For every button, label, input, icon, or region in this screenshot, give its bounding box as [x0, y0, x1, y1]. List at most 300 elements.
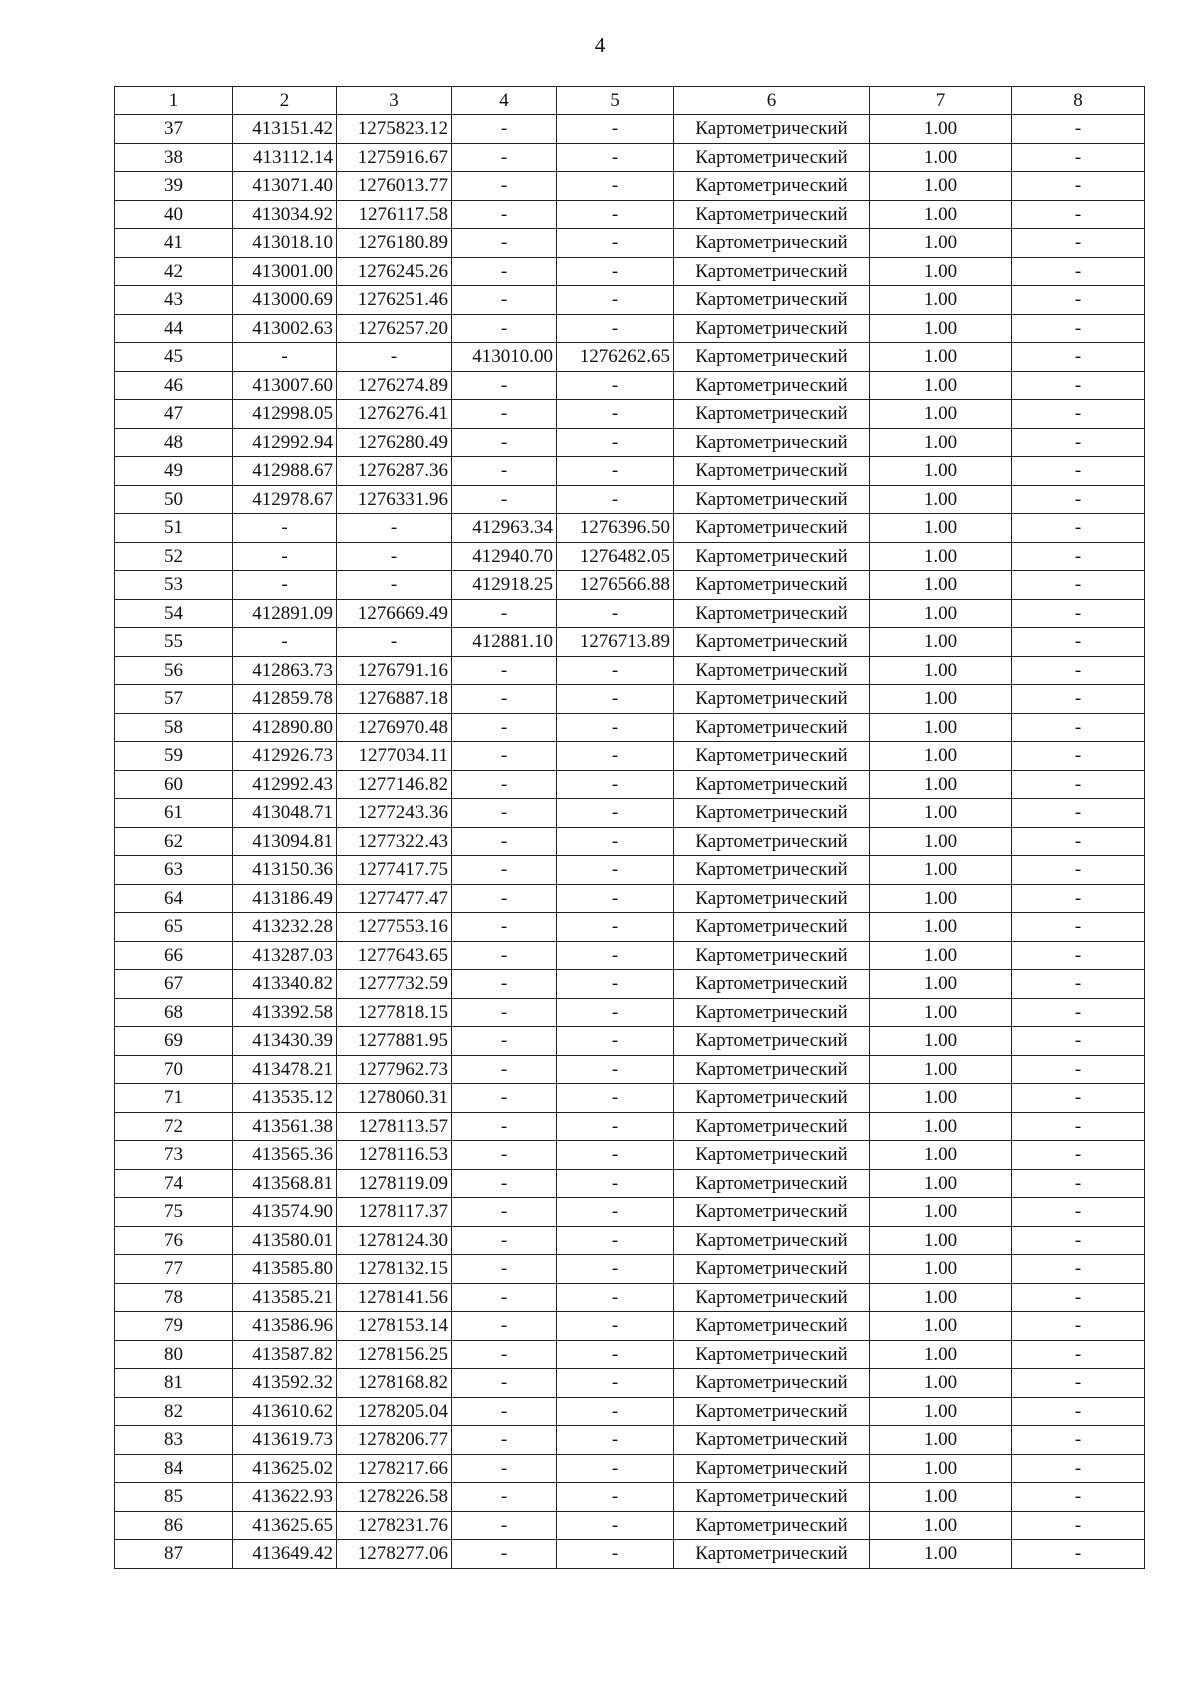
table-cell-col-6: Картометрический: [674, 970, 870, 999]
table-cell-col-4: -: [452, 172, 557, 201]
table-cell-col-8: -: [1012, 343, 1145, 372]
table-cell-col-7: 1.00: [870, 970, 1012, 999]
table-cell-col-6: Картометрический: [674, 1540, 870, 1569]
table-row: [115, 200, 1145, 229]
table-cell-col-4: -: [452, 770, 557, 799]
table-cell-col-2: 413568.81: [233, 1169, 337, 1198]
table-cell-col-3: 1276117.58: [337, 200, 452, 229]
table-cell-col-6: Картометрический: [674, 400, 870, 429]
table-row: [115, 457, 1145, 486]
table-cell-col-8: -: [1012, 457, 1145, 486]
table-cell-col-3: 1277146.82: [337, 770, 452, 799]
table-cell-col-1: 39: [115, 172, 233, 201]
table-cell-col-2: 413580.01: [233, 1226, 337, 1255]
table-cell-col-4: 412881.10: [452, 628, 557, 657]
table-cell-col-3: 1278116.53: [337, 1141, 452, 1170]
table-cell-col-6: Картометрический: [674, 628, 870, 657]
table-cell-col-1: 42: [115, 257, 233, 286]
table-cell-col-1: 73: [115, 1141, 233, 1170]
table-cell-col-3: 1278119.09: [337, 1169, 452, 1198]
table-cell-col-7: 1.00: [870, 485, 1012, 514]
table-row: [115, 571, 1145, 600]
table-cell-col-7: 1.00: [870, 827, 1012, 856]
table-cell-col-5: -: [557, 1312, 674, 1341]
table-row: [115, 343, 1145, 372]
table-row: [115, 599, 1145, 628]
coordinates-table: [114, 86, 1145, 1569]
table-cell-col-1: 55: [115, 628, 233, 657]
table-cell-col-6: Картометрический: [674, 143, 870, 172]
table-cell-col-7: 1.00: [870, 172, 1012, 201]
table-row: [115, 1255, 1145, 1284]
table-cell-col-2: 413151.42: [233, 115, 337, 144]
table-cell-col-2: 413018.10: [233, 229, 337, 258]
table-cell-col-7: 1.00: [870, 571, 1012, 600]
table-cell-col-2: 413619.73: [233, 1426, 337, 1455]
table-cell-col-8: -: [1012, 1511, 1145, 1540]
table-cell-col-1: 76: [115, 1226, 233, 1255]
table-cell-col-7: 1.00: [870, 799, 1012, 828]
table-cell-col-8: -: [1012, 514, 1145, 543]
table-cell-col-5: -: [557, 1397, 674, 1426]
table-cell-col-1: 37: [115, 115, 233, 144]
table-cell-col-7: 1.00: [870, 656, 1012, 685]
column-header-6: 6: [674, 87, 870, 115]
table-cell-col-8: -: [1012, 257, 1145, 286]
table-cell-col-3: -: [337, 514, 452, 543]
table-cell-col-2: 413150.36: [233, 856, 337, 885]
table-cell-col-7: 1.00: [870, 599, 1012, 628]
table-cell-col-3: -: [337, 542, 452, 571]
table-cell-col-5: -: [557, 1027, 674, 1056]
table-cell-col-3: -: [337, 571, 452, 600]
table-cell-col-3: 1277881.95: [337, 1027, 452, 1056]
table-cell-col-3: 1278205.04: [337, 1397, 452, 1426]
table-cell-col-1: 63: [115, 856, 233, 885]
table-cell-col-3: 1276791.16: [337, 656, 452, 685]
table-cell-col-2: 413002.63: [233, 314, 337, 343]
table-cell-col-3: 1278141.56: [337, 1283, 452, 1312]
table-cell-col-8: -: [1012, 1141, 1145, 1170]
table-cell-col-7: 1.00: [870, 1540, 1012, 1569]
table-cell-col-6: Картометрический: [674, 1369, 870, 1398]
table-cell-col-8: -: [1012, 628, 1145, 657]
table-cell-col-7: 1.00: [870, 1112, 1012, 1141]
table-cell-col-6: Картометрический: [674, 571, 870, 600]
table-cell-col-5: -: [557, 371, 674, 400]
table-cell-col-3: 1276257.20: [337, 314, 452, 343]
table-cell-col-8: -: [1012, 1027, 1145, 1056]
table-row: [115, 1169, 1145, 1198]
table-cell-col-5: -: [557, 884, 674, 913]
table-cell-col-5: -: [557, 314, 674, 343]
table-cell-col-8: -: [1012, 485, 1145, 514]
table-cell-col-7: 1.00: [870, 314, 1012, 343]
table-row: [115, 799, 1145, 828]
table-cell-col-8: -: [1012, 770, 1145, 799]
table-cell-col-8: -: [1012, 742, 1145, 771]
table-cell-col-3: 1278060.31: [337, 1084, 452, 1113]
table-cell-col-8: -: [1012, 1397, 1145, 1426]
table-cell-col-1: 66: [115, 941, 233, 970]
table-cell-col-2: 413592.32: [233, 1369, 337, 1398]
table-cell-col-1: 51: [115, 514, 233, 543]
table-cell-col-1: 86: [115, 1511, 233, 1540]
table-cell-col-1: 85: [115, 1483, 233, 1512]
table-cell-col-1: 67: [115, 970, 233, 999]
table-row: [115, 713, 1145, 742]
table-cell-col-8: -: [1012, 542, 1145, 571]
table-cell-col-3: 1275823.12: [337, 115, 452, 144]
table-cell-col-8: -: [1012, 913, 1145, 942]
table-cell-col-4: -: [452, 1454, 557, 1483]
table-cell-col-4: -: [452, 1540, 557, 1569]
table-row: [115, 1112, 1145, 1141]
table-cell-col-4: -: [452, 1084, 557, 1113]
table-cell-col-5: -: [557, 1055, 674, 1084]
table-cell-col-2: 413535.12: [233, 1084, 337, 1113]
table-row: [115, 229, 1145, 258]
table-cell-col-1: 56: [115, 656, 233, 685]
table-cell-col-5: -: [557, 856, 674, 885]
table-cell-col-1: 46: [115, 371, 233, 400]
table-cell-col-1: 72: [115, 1112, 233, 1141]
table-cell-col-3: 1277732.59: [337, 970, 452, 999]
table-row: [115, 514, 1145, 543]
table-cell-col-2: 413287.03: [233, 941, 337, 970]
table-header-row: [115, 87, 1145, 115]
table-cell-col-7: 1.00: [870, 229, 1012, 258]
table-cell-col-4: -: [452, 1027, 557, 1056]
table-cell-col-1: 82: [115, 1397, 233, 1426]
table-cell-col-3: 1276331.96: [337, 485, 452, 514]
table-cell-col-7: 1.00: [870, 1312, 1012, 1341]
table-cell-col-2: 413574.90: [233, 1198, 337, 1227]
table-cell-col-1: 44: [115, 314, 233, 343]
table-cell-col-4: -: [452, 1312, 557, 1341]
table-cell-col-2: 413048.71: [233, 799, 337, 828]
table-cell-col-6: Картометрический: [674, 713, 870, 742]
table-cell-col-3: 1277322.43: [337, 827, 452, 856]
table-cell-col-7: 1.00: [870, 1255, 1012, 1284]
table-cell-col-7: 1.00: [870, 1283, 1012, 1312]
table-row: [115, 998, 1145, 1027]
table-cell-col-8: -: [1012, 143, 1145, 172]
table-cell-col-2: 413649.42: [233, 1540, 337, 1569]
column-header-2: 2: [233, 87, 337, 115]
table-cell-col-3: 1275916.67: [337, 143, 452, 172]
table-body: [115, 115, 1145, 1569]
table-cell-col-1: 45: [115, 343, 233, 372]
table-cell-col-6: Картометрический: [674, 1226, 870, 1255]
table-cell-col-8: -: [1012, 172, 1145, 201]
table-cell-col-1: 43: [115, 286, 233, 315]
table-row: [115, 400, 1145, 429]
table-cell-col-2: 413071.40: [233, 172, 337, 201]
table-cell-col-7: 1.00: [870, 343, 1012, 372]
table-cell-col-5: -: [557, 400, 674, 429]
table-row: [115, 172, 1145, 201]
table-cell-col-5: -: [557, 1084, 674, 1113]
table-cell-col-6: Картометрический: [674, 542, 870, 571]
table-cell-col-3: 1277477.47: [337, 884, 452, 913]
table-cell-col-8: -: [1012, 685, 1145, 714]
table-cell-col-3: -: [337, 628, 452, 657]
table-cell-col-8: -: [1012, 229, 1145, 258]
table-cell-col-2: 413585.80: [233, 1255, 337, 1284]
table-cell-col-8: -: [1012, 941, 1145, 970]
table-cell-col-3: 1276245.26: [337, 257, 452, 286]
table-cell-col-5: -: [557, 742, 674, 771]
table-cell-col-2: 412998.05: [233, 400, 337, 429]
table-cell-col-1: 81: [115, 1369, 233, 1398]
table-cell-col-6: Картометрический: [674, 257, 870, 286]
table-cell-col-8: -: [1012, 856, 1145, 885]
table-cell-col-6: Картометрический: [674, 1454, 870, 1483]
table-cell-col-2: 412992.94: [233, 428, 337, 457]
table-cell-col-8: -: [1012, 314, 1145, 343]
table-row: [115, 115, 1145, 144]
table-cell-col-6: Картометрический: [674, 656, 870, 685]
table-cell-col-5: 1276396.50: [557, 514, 674, 543]
table-cell-col-2: 412926.73: [233, 742, 337, 771]
table-cell-col-2: 412863.73: [233, 656, 337, 685]
table-cell-col-4: -: [452, 1141, 557, 1170]
table-cell-col-1: 48: [115, 428, 233, 457]
table-cell-col-1: 87: [115, 1540, 233, 1569]
table-cell-col-7: 1.00: [870, 770, 1012, 799]
table-cell-col-6: Картометрический: [674, 314, 870, 343]
table-row: [115, 742, 1145, 771]
table-cell-col-8: -: [1012, 1226, 1145, 1255]
table-cell-col-8: -: [1012, 1283, 1145, 1312]
table-row: [115, 827, 1145, 856]
table-cell-col-7: 1.00: [870, 998, 1012, 1027]
table-cell-col-6: Картометрический: [674, 485, 870, 514]
table-cell-col-5: -: [557, 1426, 674, 1455]
table-cell-col-8: -: [1012, 115, 1145, 144]
table-cell-col-2: 413625.02: [233, 1454, 337, 1483]
table-cell-col-2: 413622.93: [233, 1483, 337, 1512]
table-cell-col-1: 84: [115, 1454, 233, 1483]
table-cell-col-6: Картометрический: [674, 1511, 870, 1540]
table-cell-col-5: -: [557, 1340, 674, 1369]
table-cell-col-6: Картометрический: [674, 286, 870, 315]
table-cell-col-6: Картометрический: [674, 1084, 870, 1113]
table-cell-col-5: -: [557, 599, 674, 628]
table-cell-col-1: 54: [115, 599, 233, 628]
table-cell-col-4: -: [452, 941, 557, 970]
table-cell-col-8: -: [1012, 713, 1145, 742]
table-cell-col-4: -: [452, 143, 557, 172]
table-cell-col-5: -: [557, 827, 674, 856]
table-cell-col-8: -: [1012, 998, 1145, 1027]
table-cell-col-1: 79: [115, 1312, 233, 1341]
table-cell-col-4: -: [452, 685, 557, 714]
table-cell-col-6: Картометрический: [674, 856, 870, 885]
table-cell-col-5: -: [557, 799, 674, 828]
table-cell-col-2: 412890.80: [233, 713, 337, 742]
table-cell-col-2: -: [233, 343, 337, 372]
table-cell-col-2: 412859.78: [233, 685, 337, 714]
table-cell-col-1: 74: [115, 1169, 233, 1198]
table-cell-col-6: Картометрический: [674, 913, 870, 942]
table-cell-col-6: Картометрический: [674, 1255, 870, 1284]
table-cell-col-3: 1277243.36: [337, 799, 452, 828]
table-cell-col-4: -: [452, 884, 557, 913]
table-row: [115, 1511, 1145, 1540]
table-cell-col-2: 413625.65: [233, 1511, 337, 1540]
table-cell-col-7: 1.00: [870, 200, 1012, 229]
table-cell-col-1: 64: [115, 884, 233, 913]
table-cell-col-1: 65: [115, 913, 233, 942]
table-cell-col-1: 75: [115, 1198, 233, 1227]
table-row: [115, 286, 1145, 315]
table-cell-col-6: Картометрический: [674, 428, 870, 457]
table-cell-col-7: 1.00: [870, 1169, 1012, 1198]
table-cell-col-7: 1.00: [870, 1369, 1012, 1398]
table-cell-col-2: -: [233, 571, 337, 600]
table-cell-col-3: 1278156.25: [337, 1340, 452, 1369]
table-cell-col-7: 1.00: [870, 941, 1012, 970]
table-cell-col-4: -: [452, 1340, 557, 1369]
table-cell-col-4: -: [452, 257, 557, 286]
table-row: [115, 1369, 1145, 1398]
table-cell-col-2: 413340.82: [233, 970, 337, 999]
table-cell-col-1: 70: [115, 1055, 233, 1084]
table-cell-col-4: -: [452, 1483, 557, 1512]
table-cell-col-2: 412988.67: [233, 457, 337, 486]
table-cell-col-7: 1.00: [870, 1027, 1012, 1056]
table-cell-col-2: 413007.60: [233, 371, 337, 400]
table-cell-col-7: 1.00: [870, 1141, 1012, 1170]
table-cell-col-3: 1277962.73: [337, 1055, 452, 1084]
table-cell-col-5: -: [557, 685, 674, 714]
table-cell-col-8: -: [1012, 799, 1145, 828]
table-cell-col-4: -: [452, 913, 557, 942]
table-cell-col-5: -: [557, 998, 674, 1027]
table-cell-col-6: Картометрический: [674, 685, 870, 714]
table-cell-col-8: -: [1012, 1255, 1145, 1284]
table-cell-col-5: -: [557, 115, 674, 144]
table-cell-col-1: 59: [115, 742, 233, 771]
table-row: [115, 371, 1145, 400]
table-cell-col-4: -: [452, 1226, 557, 1255]
table-cell-col-6: Картометрический: [674, 343, 870, 372]
table-cell-col-5: -: [557, 457, 674, 486]
table-cell-col-5: -: [557, 485, 674, 514]
table-cell-col-6: Картометрический: [674, 1483, 870, 1512]
table-cell-col-4: -: [452, 656, 557, 685]
column-header-8: 8: [1012, 87, 1145, 115]
table-cell-col-4: -: [452, 970, 557, 999]
table-cell-col-3: 1276251.46: [337, 286, 452, 315]
table-cell-col-8: -: [1012, 884, 1145, 913]
table-row: [115, 143, 1145, 172]
table-cell-col-5: -: [557, 172, 674, 201]
table-cell-col-3: 1276013.77: [337, 172, 452, 201]
table-cell-col-2: 413561.38: [233, 1112, 337, 1141]
table-cell-col-6: Картометрический: [674, 941, 870, 970]
table-cell-col-1: 57: [115, 685, 233, 714]
table-cell-col-1: 38: [115, 143, 233, 172]
table-cell-col-3: 1278226.58: [337, 1483, 452, 1512]
table-cell-col-2: 413392.58: [233, 998, 337, 1027]
table-cell-col-4: -: [452, 1255, 557, 1284]
table-cell-col-5: -: [557, 1255, 674, 1284]
table-cell-col-6: Картометрический: [674, 1283, 870, 1312]
table-cell-col-6: Картометрический: [674, 457, 870, 486]
table-cell-col-7: 1.00: [870, 685, 1012, 714]
table-row: [115, 428, 1145, 457]
table-cell-col-5: 1276482.05: [557, 542, 674, 571]
table-cell-col-5: -: [557, 713, 674, 742]
table-cell-col-8: -: [1012, 1169, 1145, 1198]
table-cell-col-7: 1.00: [870, 400, 1012, 429]
table-cell-col-1: 49: [115, 457, 233, 486]
table-cell-col-4: -: [452, 599, 557, 628]
table-cell-col-7: 1.00: [870, 1084, 1012, 1113]
table-cell-col-4: -: [452, 314, 557, 343]
table-cell-col-4: -: [452, 856, 557, 885]
table-cell-col-4: -: [452, 827, 557, 856]
table-cell-col-8: -: [1012, 1340, 1145, 1369]
table-cell-col-4: -: [452, 1169, 557, 1198]
table-cell-col-1: 50: [115, 485, 233, 514]
table-cell-col-1: 53: [115, 571, 233, 600]
table-cell-col-6: Картометрический: [674, 371, 870, 400]
table-cell-col-1: 40: [115, 200, 233, 229]
table-cell-col-7: 1.00: [870, 1426, 1012, 1455]
table-row: [115, 913, 1145, 942]
table-cell-col-4: -: [452, 799, 557, 828]
table-cell-col-3: 1277417.75: [337, 856, 452, 885]
table-cell-col-4: 413010.00: [452, 343, 557, 372]
table-cell-col-4: -: [452, 1511, 557, 1540]
table-cell-col-4: -: [452, 457, 557, 486]
table-cell-col-3: 1278168.82: [337, 1369, 452, 1398]
table-cell-col-3: 1278124.30: [337, 1226, 452, 1255]
table-cell-col-1: 61: [115, 799, 233, 828]
table-cell-col-2: 413430.39: [233, 1027, 337, 1056]
table-cell-col-3: 1276276.41: [337, 400, 452, 429]
table-cell-col-3: 1278153.14: [337, 1312, 452, 1341]
table-row: [115, 1084, 1145, 1113]
table-row: [115, 1312, 1145, 1341]
table-cell-col-7: 1.00: [870, 884, 1012, 913]
table-cell-col-1: 77: [115, 1255, 233, 1284]
table-cell-col-7: 1.00: [870, 257, 1012, 286]
table-cell-col-4: 412918.25: [452, 571, 557, 600]
table-cell-col-7: 1.00: [870, 286, 1012, 315]
table-cell-col-6: Картометрический: [674, 1169, 870, 1198]
table-row: [115, 1027, 1145, 1056]
table-cell-col-6: Картометрический: [674, 742, 870, 771]
table-cell-col-2: 413186.49: [233, 884, 337, 913]
table-cell-col-7: 1.00: [870, 514, 1012, 543]
table-cell-col-3: 1278231.76: [337, 1511, 452, 1540]
table-cell-col-4: -: [452, 200, 557, 229]
table-cell-col-3: 1278206.77: [337, 1426, 452, 1455]
table-row: [115, 770, 1145, 799]
table-cell-col-2: 413587.82: [233, 1340, 337, 1369]
table-cell-col-8: -: [1012, 1312, 1145, 1341]
table-cell-col-8: -: [1012, 286, 1145, 315]
table-cell-col-3: 1277643.65: [337, 941, 452, 970]
table-cell-col-4: -: [452, 742, 557, 771]
table-cell-col-8: -: [1012, 1454, 1145, 1483]
table-cell-col-7: 1.00: [870, 856, 1012, 885]
